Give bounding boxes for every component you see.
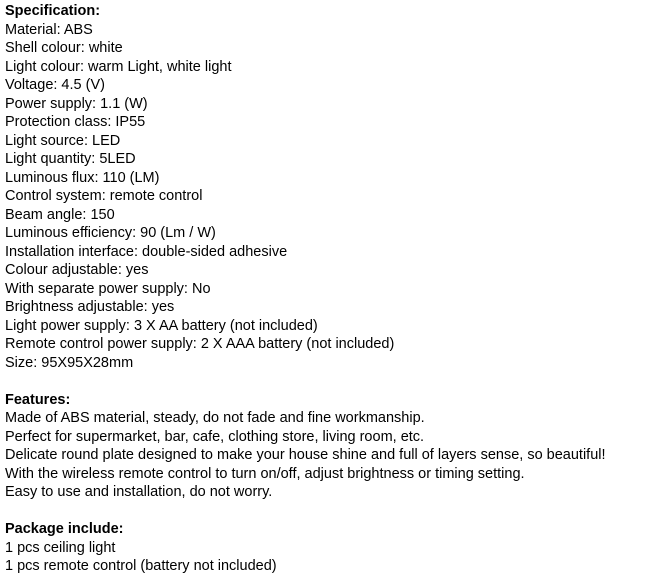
spec-line: Size: 95X95X28mm bbox=[5, 354, 134, 371]
package-heading: Package include: bbox=[5, 521, 124, 537]
spec-line: Remote control power supply: 2 X AAA battery (not included) bbox=[5, 336, 395, 352]
spec-line: Light power supply: 3 X AA battery (not included) bbox=[5, 317, 318, 334]
spec-line: Light source: LED bbox=[5, 132, 121, 149]
spec-line: Brightness adjustable: yes bbox=[5, 299, 175, 315]
spec-line: Protection class: IP55 bbox=[5, 114, 146, 130]
spec-line: Material: ABS bbox=[5, 21, 93, 38]
section-spacer bbox=[5, 372, 670, 391]
spec-line: Shell colour: white bbox=[5, 40, 123, 56]
specification-section bbox=[5, 2, 670, 372]
package-line: 1 pcs ceiling light bbox=[5, 539, 116, 556]
spec-line: Luminous flux: 110 (LM) bbox=[5, 169, 160, 186]
package-line: 1 pcs remote control (battery not included) bbox=[5, 558, 277, 574]
spec-line: Voltage: 4.5 (V) bbox=[5, 77, 105, 93]
feature-line: With the wireless remote control to turn on/off, adjust brightness or timing setting. bbox=[5, 465, 525, 482]
features-heading: Features: bbox=[5, 391, 71, 408]
spec-line: Light quantity: 5LED bbox=[5, 151, 136, 167]
feature-line: Perfect for supermarket, bar, cafe, clothing store, living room, etc. bbox=[5, 428, 425, 445]
spec-line: Colour adjustable: yes bbox=[5, 262, 149, 278]
feature-line: Delicate round plate designed to make your house shine and full of layers sense, so beautiful! bbox=[5, 447, 606, 463]
spec-line: Beam angle: 150 bbox=[5, 206, 115, 223]
spec-line: Luminous efficiency: 90 (Lm / W) bbox=[5, 225, 216, 241]
spec-line: Installation interface: double-sided adhesive bbox=[5, 243, 288, 260]
section-spacer bbox=[5, 502, 670, 521]
feature-line: Made of ABS material, steady, do not fade and fine workmanship. bbox=[5, 410, 425, 426]
features-section bbox=[5, 391, 670, 502]
spec-line: Light colour: warm Light, white light bbox=[5, 58, 232, 75]
spec-line: Control system: remote control bbox=[5, 188, 203, 204]
spec-line: With separate power supply: No bbox=[5, 280, 211, 297]
spec-line: Power supply: 1.1 (W) bbox=[5, 95, 148, 112]
feature-line: Easy to use and installation, do not worry. bbox=[5, 484, 273, 500]
specification-heading: Specification: bbox=[5, 3, 101, 19]
package-section bbox=[5, 520, 670, 576]
